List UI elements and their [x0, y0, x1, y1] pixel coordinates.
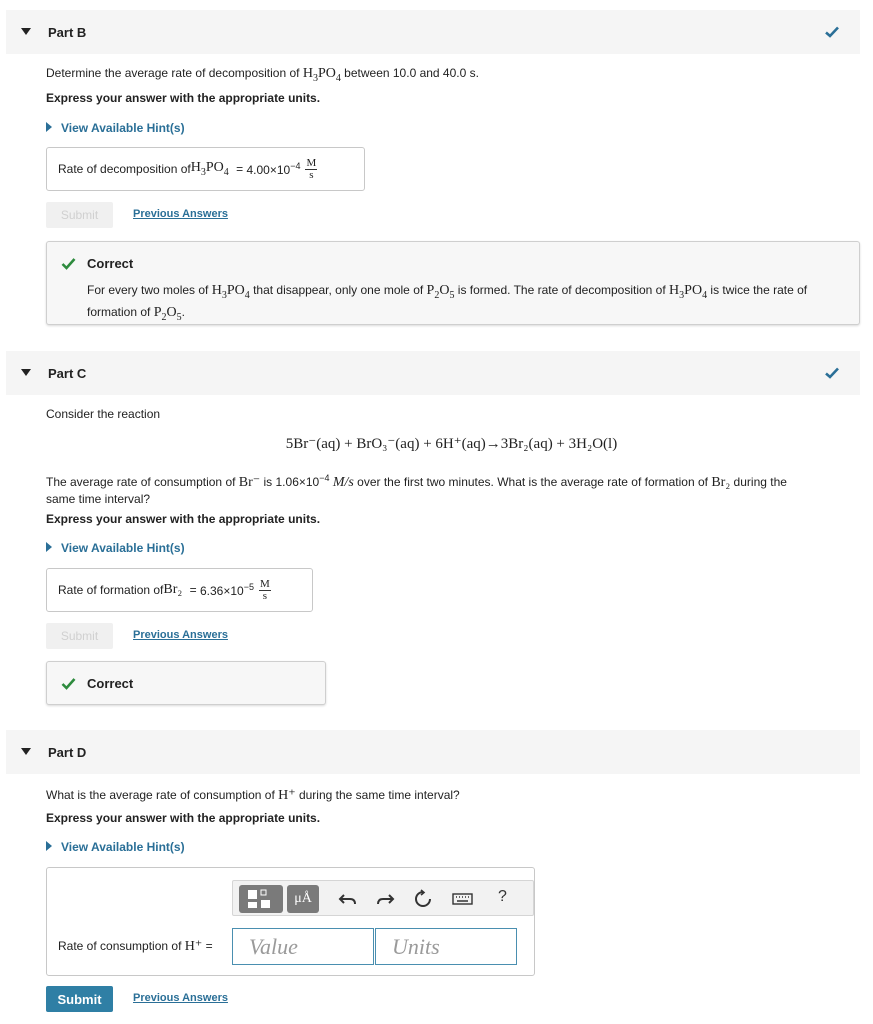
part-c-question: The average rate of consumption of Br⁻ is $1.06\times 10^{-4}$ M/s over the first two minutes. What is the average rate of formation of Br₂ during the same time interval?: [46, 473, 787, 506]
part-b-header[interactable]: [6, 10, 860, 54]
redo-icon[interactable]: [375, 889, 395, 909]
templates-icon: [239, 885, 283, 913]
part-d-answer-label: Rate of consumption of H⁺ =: [58, 939, 213, 954]
part-d-title: Part D: [48, 745, 87, 760]
checkmark-icon: [824, 24, 840, 40]
part-b-answer-value: $4.00\times 10^{-4}$: [246, 161, 301, 177]
units-input[interactable]: Units: [375, 928, 517, 965]
collapse-triangle-icon[interactable]: [21, 748, 31, 755]
expand-arrow-icon: [46, 841, 52, 851]
feedback-title: Correct: [87, 676, 134, 691]
part-d-header[interactable]: [6, 730, 860, 774]
part-b-feedback: [46, 241, 860, 325]
part-c-title: Part C: [48, 366, 87, 381]
correct-check-icon: [61, 257, 76, 270]
part-b-instruction: Express your answer with the appropriate units.: [46, 91, 321, 105]
part-c-intro: Consider the reaction: [46, 407, 161, 421]
part-c-answer-box: Rate of formation of Br₂ = $6.36\times 10^{-5}$ $\frac{M}{s}$: [46, 568, 313, 612]
part-c-feedback: [46, 661, 326, 705]
part-b-question: Determine the average rate of decomposition of $H_3PO_4$ between 10.0 and 40.0 s.: [46, 66, 479, 84]
units-button[interactable]: μÅ: [287, 885, 319, 913]
part-b-previous-answers-link[interactable]: Previous Answers: [133, 208, 228, 220]
part-b-hint-link[interactable]: View Available Hint(s): [46, 121, 185, 135]
collapse-triangle-icon[interactable]: [21, 28, 31, 35]
part-b-answer-box: Rate of decomposition of $H_3PO_4$ = $4.00\times 10^{-4}$ $\frac{M}{s}$: [46, 147, 365, 191]
reset-icon[interactable]: [413, 889, 433, 909]
undo-icon[interactable]: [338, 889, 358, 909]
checkmark-icon: [824, 365, 840, 381]
part-c-instruction: Express your answer with the appropriate units.: [46, 512, 321, 526]
part-c-answer-value: $6.36\times 10^{-5}$: [199, 582, 254, 598]
expand-arrow-icon: [46, 542, 52, 552]
value-input[interactable]: Value: [232, 928, 374, 965]
part-b-submit-button[interactable]: Submit: [46, 202, 113, 228]
math-toolbar: [232, 880, 534, 916]
part-d-answer-tool: [46, 867, 535, 976]
part-c-submit-button[interactable]: Submit: [46, 623, 113, 649]
expand-arrow-icon: [46, 122, 52, 132]
correct-check-icon: [61, 677, 76, 690]
help-icon[interactable]: ?: [498, 888, 507, 905]
feedback-body: For every two moles of $H_3PO_4$ that disappear, only one mole of $P_2O_5$ is formed. The rate of decomposition of $H_3PO_4$ is twice the rate of formation of $P_2O_5$.: [87, 283, 808, 323]
feedback-title: Correct: [87, 256, 134, 271]
reaction-equation: 5Br⁻(aq) + BrO₃⁻(aq) + 6H⁺(aq)→3Br₂(aq) + 3H₂O(l): [285, 436, 618, 452]
part-c-previous-answers-link[interactable]: Previous Answers: [133, 629, 228, 641]
part-b-title: Part B: [48, 25, 87, 40]
part-b-answer-unit: $\frac{M}{s}$: [306, 156, 317, 181]
keyboard-icon[interactable]: [451, 889, 475, 909]
part-d-previous-answers-link[interactable]: Previous Answers: [133, 992, 228, 1004]
part-d-instruction: Express your answer with the appropriate units.: [46, 811, 321, 825]
part-d-hint-link[interactable]: View Available Hint(s): [46, 840, 185, 854]
part-c-answer-unit: $\frac{M}{s}$: [259, 577, 270, 602]
part-d-question: What is the average rate of consumption of H⁺ during the same time interval?: [46, 788, 460, 803]
collapse-triangle-icon[interactable]: [21, 369, 31, 376]
part-d-submit-button[interactable]: Submit: [46, 986, 113, 1012]
templates-button[interactable]: [239, 885, 283, 913]
part-c-header[interactable]: [6, 351, 860, 395]
part-c-hint-link[interactable]: View Available Hint(s): [46, 541, 185, 555]
